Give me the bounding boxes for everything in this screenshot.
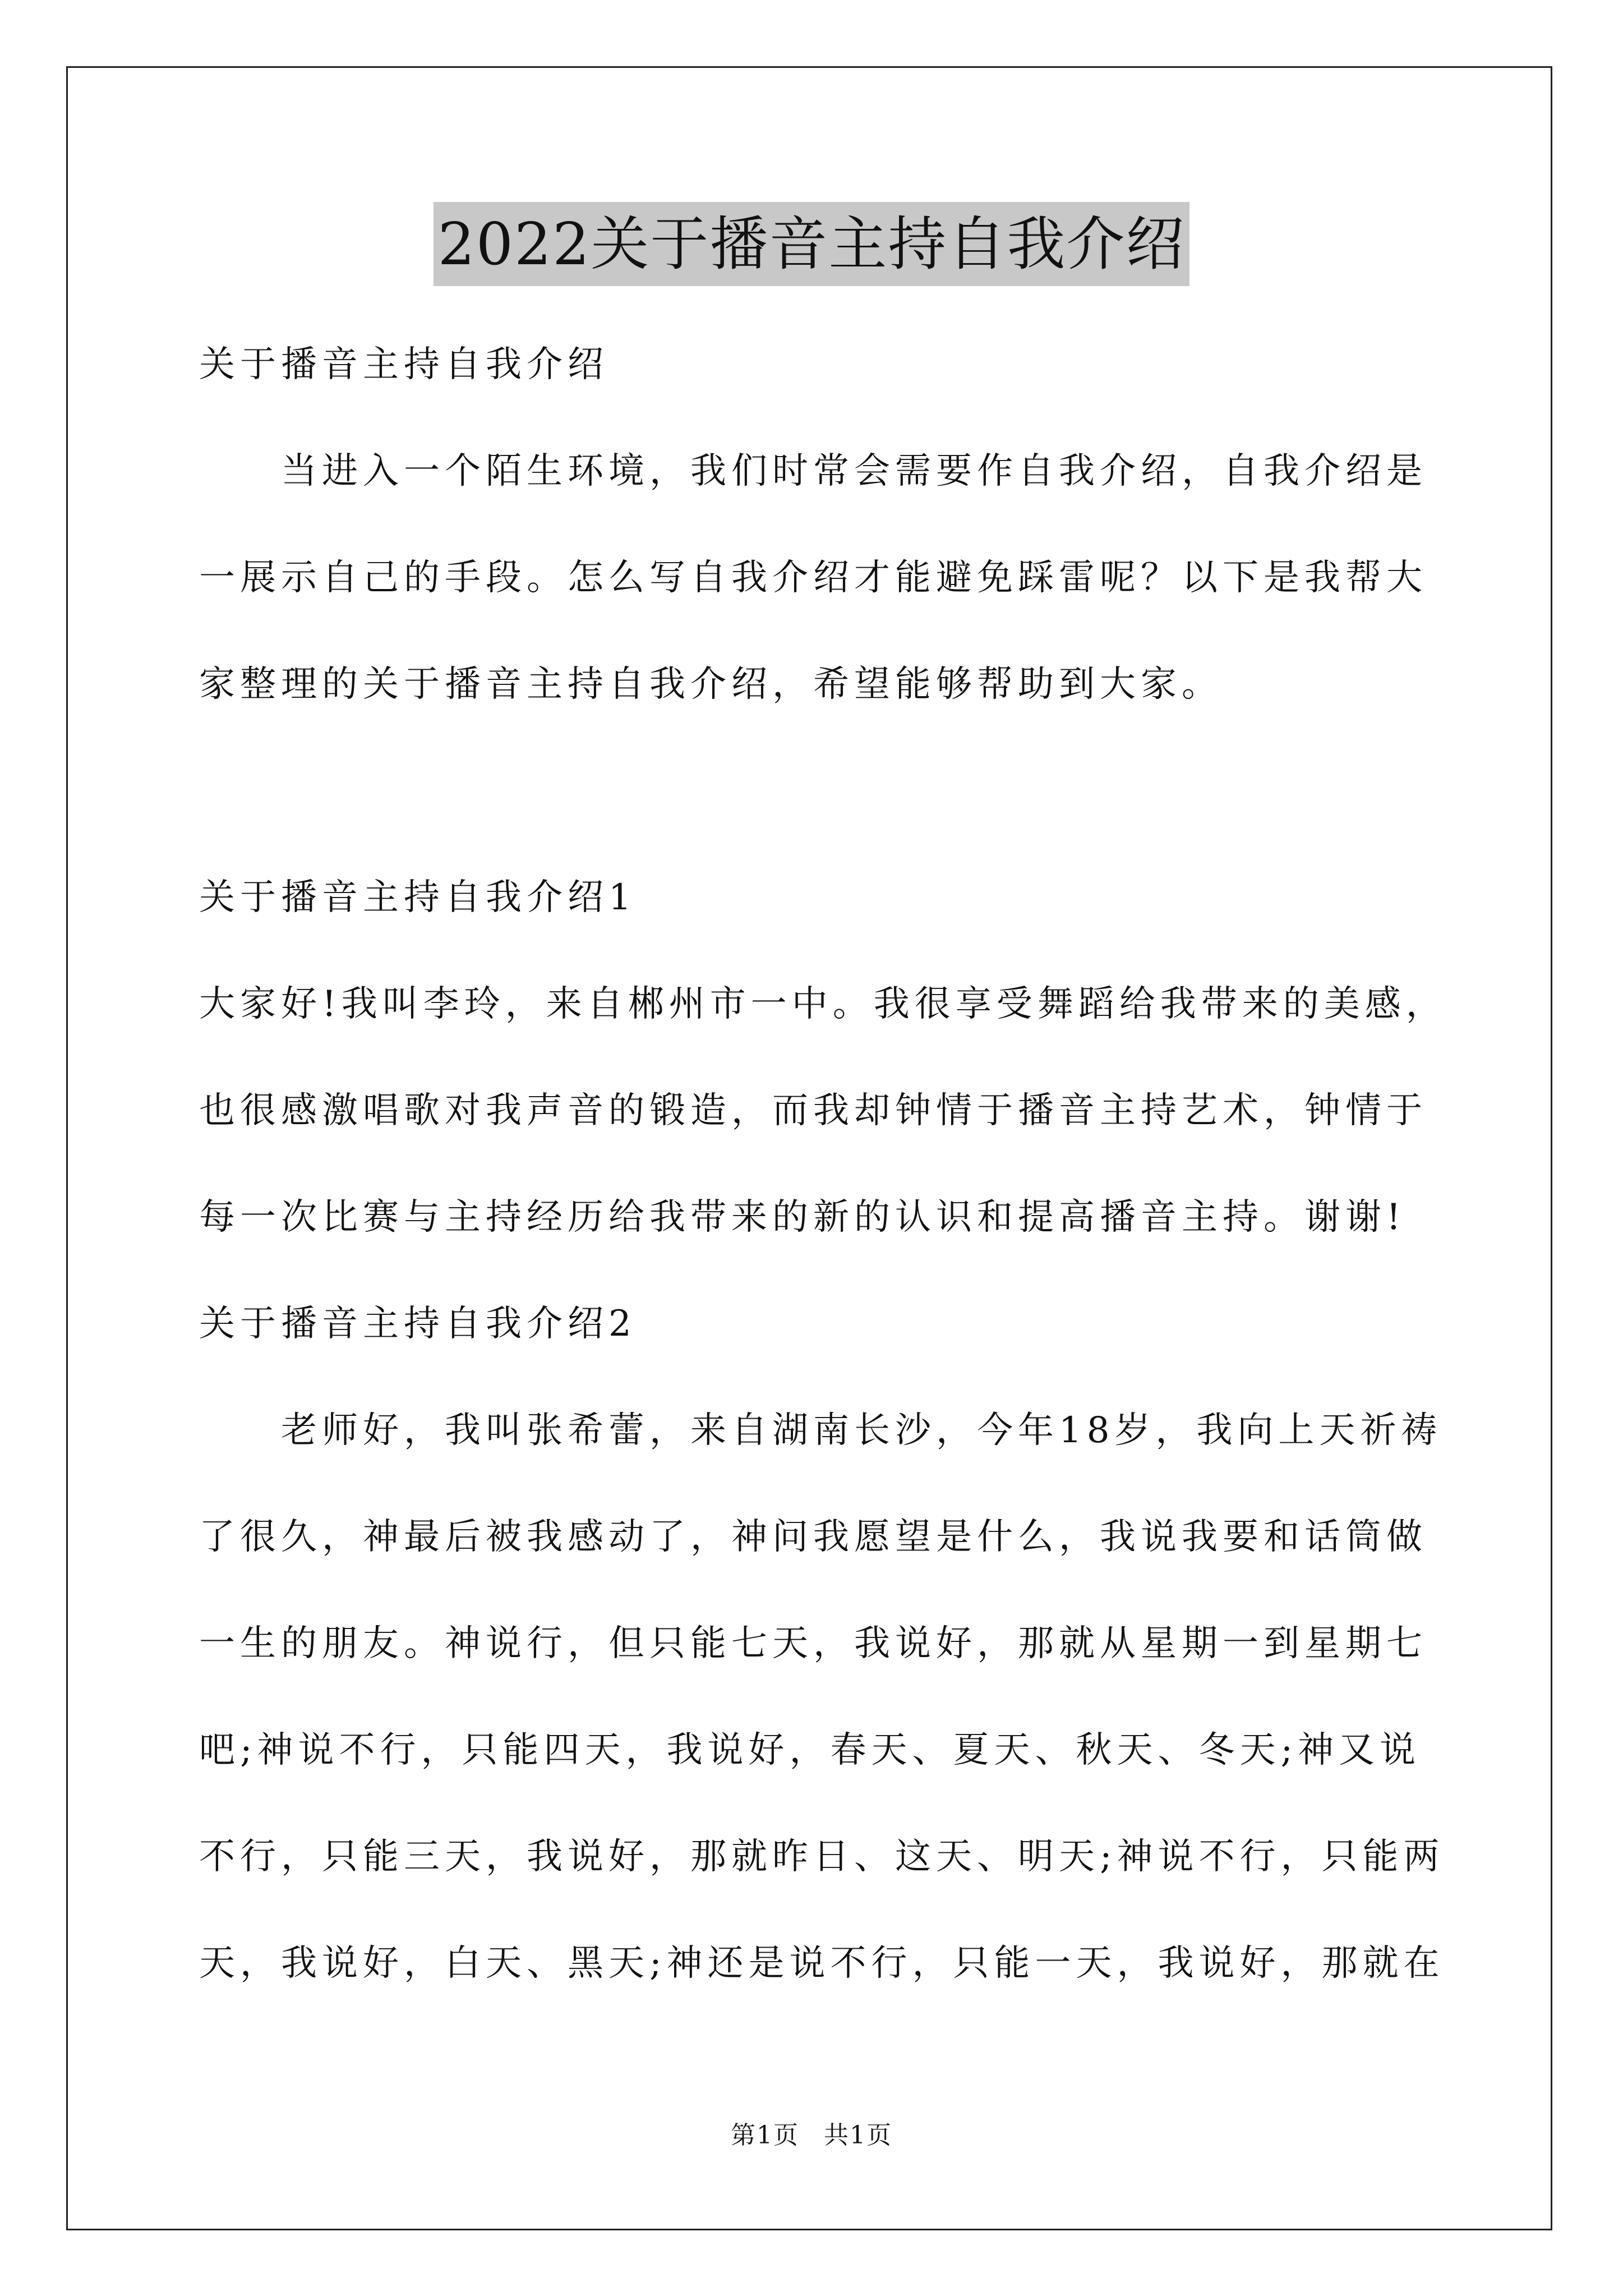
paragraph-line: 一生的朋友。神说行，但只能七天，我说好，那就从星期一到星期七 — [199, 1623, 1427, 1664]
title-container — [0, 202, 1623, 286]
paragraph-line: 每一次比赛与主持经历给我带来的新的认识和提高播音主持。谢谢! — [199, 1197, 1406, 1238]
document-body — [199, 311, 1461, 2017]
section2-heading: 关于播音主持自我介绍2 — [199, 1303, 637, 1345]
section2-paragraph — [199, 1377, 1461, 2017]
page-footer — [0, 2115, 1623, 2151]
paragraph-line: 天，我说好，白天、黑天;神还是说不行，只能一天，我说好，那就在 — [199, 1943, 1445, 1984]
intro-paragraph — [199, 418, 1461, 738]
section1-paragraph — [199, 951, 1461, 1271]
intro-heading: 关于播音主持自我介绍 — [199, 344, 608, 385]
paragraph-line: 当进入一个陌生环境，我们时常会需要作自我介绍，自我介绍是 — [281, 450, 1427, 492]
paragraph-line: 老师好，我叫张希蕾，来自湖南长沙，今年18岁，我向上天祈祷 — [281, 1410, 1442, 1451]
paragraph-line: 吧;神说不行，只能四天，我说好，春天、夏天、秋天、冬天;神又说 — [199, 1729, 1421, 1771]
paragraph-line: 也很感激唱歌对我声音的锻造，而我却钟情于播音主持艺术，钟情于 — [199, 1090, 1427, 1131]
section1-heading: 关于播音主持自我介绍1 — [199, 877, 637, 918]
blank-line — [199, 738, 1461, 844]
paragraph-line: 了很久，神最后被我感动了，神问我愿望是什么，我说我要和话筒做 — [199, 1516, 1427, 1558]
paragraph-line: 不行，只能三天，我说好，那就昨日、这天、明天;神说不行，只能两 — [199, 1836, 1445, 1878]
paragraph-line: 大家好!我叫李玲，来自郴州市一中。我很享受舞蹈给我带来的美感， — [199, 983, 1447, 1025]
page-number: 第1页 — [731, 2121, 799, 2150]
paragraph-line: 一展示自己的手段。怎么写自我介绍才能避免踩雷呢？以下是我帮大 — [199, 557, 1427, 599]
paragraph-line: 家整理的关于播音主持自我介绍，希望能够帮助到大家。 — [199, 664, 1223, 705]
page-total: 共1页 — [824, 2121, 892, 2150]
document-title: 2022关于播音主持自我介绍 — [434, 202, 1190, 286]
